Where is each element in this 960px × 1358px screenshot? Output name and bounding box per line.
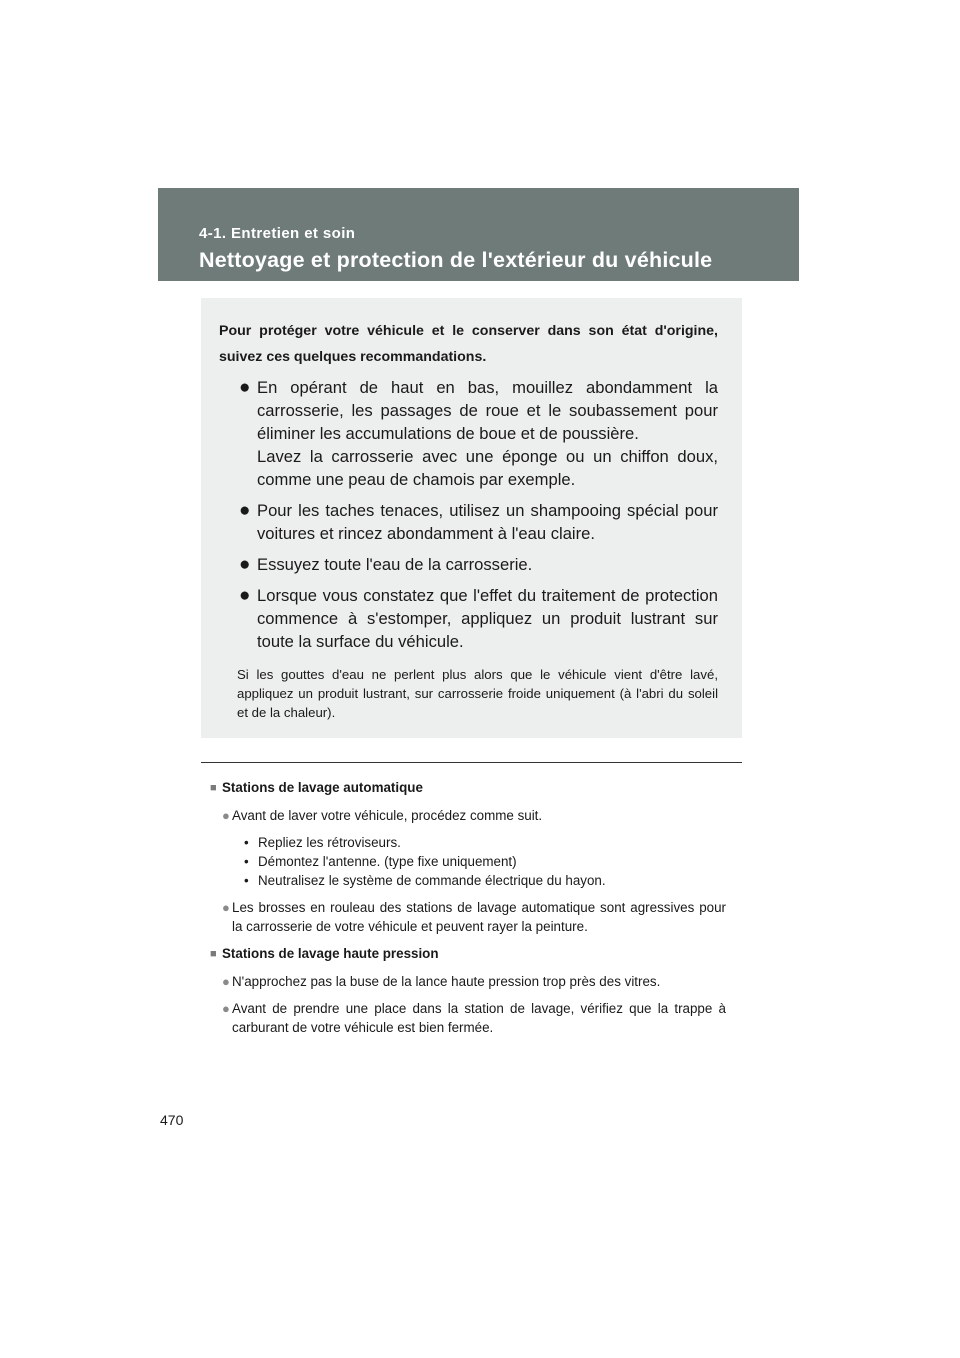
sub-list-item-text: Repliez les rétroviseurs. (258, 835, 401, 850)
sub-heading (210, 778, 726, 798)
bullet-icon: • (244, 835, 249, 850)
main-content (210, 778, 726, 1045)
intro-bullet (219, 376, 718, 491)
sub-list-item-text: Démontez l'antenne. (type fixe uniquement) (258, 854, 517, 869)
bullet-dot-icon: ● (239, 377, 251, 398)
intro-bullet-text: Lorsque vous constatez que l'effet du traitement de protection commence à s'estomper, appliquez un produit lustrant sur toute la surface du véhicule. (257, 586, 718, 651)
intro-box (201, 298, 742, 738)
bullet-dot-icon: ● (222, 1001, 230, 1016)
sub-list-item (244, 871, 726, 890)
intro-bullet-text: En opérant de haut en bas, mouillez abondamment la carrosserie, les passages de roue et le soubassement pour éliminer les accumulations de boue et de poussière. (257, 378, 718, 443)
square-bullet-icon: ■ (210, 948, 217, 960)
bullet-icon: • (244, 873, 249, 888)
list-item-text: Avant de laver votre véhicule, procédez comme suit. (232, 808, 543, 823)
bullet-dot-icon: ● (222, 974, 230, 989)
bullet-dot-icon: ● (222, 808, 230, 823)
bullet-dot-icon: ● (222, 900, 230, 915)
bullet-dot-icon: ● (239, 554, 251, 575)
intro-lead: Pour protéger votre véhicule et le conserver dans son état d'origine, suivez ces quelques recommandations. (219, 323, 718, 365)
sub-list-item (244, 852, 726, 871)
sub-list (210, 833, 726, 890)
list-item (210, 972, 726, 991)
list-item (210, 898, 726, 936)
chapter-header (158, 188, 799, 281)
list-item (210, 806, 726, 825)
intro-note: Si les gouttes d'eau ne perlent plus alors que le véhicule vient d'être lavé, appliquez un produit lustrant, sur carrosserie froide uniquement (à l'abri du soleil et de la chaleur). (237, 667, 718, 720)
sub-list-item-text: Neutralisez le système de commande électrique du hayon. (258, 873, 606, 888)
intro-bullet (219, 499, 718, 545)
intro-bullet-text: Essuyez toute l'eau de la carrosserie. (257, 555, 533, 574)
list-item (210, 999, 726, 1037)
sub-heading-text: Stations de lavage automatique (222, 780, 423, 795)
sub-heading-text: Stations de lavage haute pression (222, 946, 439, 961)
intro-bullet-text: Lavez la carrosserie avec une éponge ou un chiffon doux, comme une peau de chamois par exemple. (257, 447, 718, 489)
bullet-dot-icon: ● (239, 500, 251, 521)
list-item-text: N'approchez pas la buse de la lance haute pression trop près des vitres. (232, 974, 661, 989)
square-bullet-icon: ■ (210, 782, 217, 794)
section-label: 4-1. Entretien et soin (199, 225, 356, 242)
intro-bullet-text: Pour les taches tenaces, utilisez un shampooing spécial pour voitures et rincez abondamment à l'eau claire. (257, 501, 718, 543)
page-number: 470 (160, 1112, 184, 1128)
bullet-dot-icon: ● (239, 585, 251, 606)
page-title: Nettoyage et protection de l'extérieur du véhicule (199, 248, 713, 272)
list-item-text: Les brosses en rouleau des stations de lavage automatique sont agressives pour la carrosserie de votre véhicule et peuvent rayer la peinture. (232, 900, 726, 934)
sub-heading (210, 944, 726, 964)
sub-list-item (244, 833, 726, 852)
bullet-icon: • (244, 854, 249, 869)
section-divider (201, 762, 742, 763)
intro-bullet (219, 584, 718, 653)
intro-bullet (219, 553, 718, 576)
list-item-text: Avant de prendre une place dans la station de lavage, vérifiez que la trappe à carburant de votre véhicule est bien fermée. (232, 1001, 726, 1035)
